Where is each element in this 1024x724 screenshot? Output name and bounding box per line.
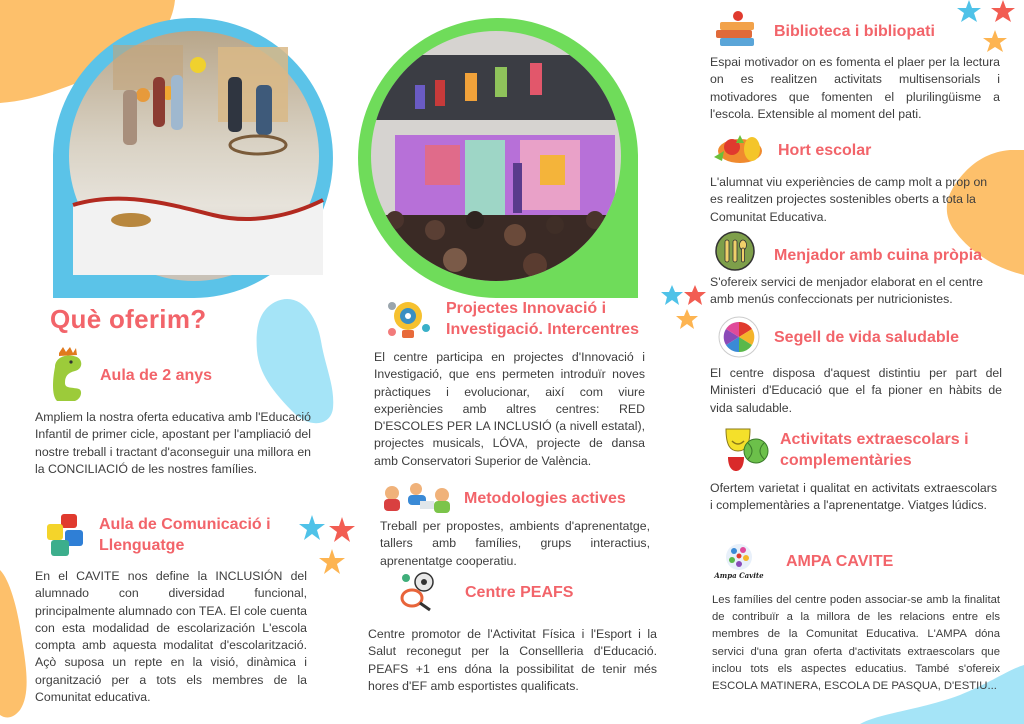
section-body: Espai motivador on es fomenta el plaer per la lectura on es realitzen activitats multisensorials i motivadores que fomenten el plurilingüisme a l'escola. Extensible al moment del pati. bbox=[710, 55, 1000, 121]
section-title: Centre PEAFS bbox=[465, 583, 574, 601]
ampa-logo-icon bbox=[725, 543, 753, 571]
section-hort-escolar bbox=[710, 130, 1000, 226]
section-body: Ofertem varietat i qualitat en activitats extraescolars i complementàries a l'aprenentatge. Viatges lúdics. bbox=[710, 481, 997, 513]
puzzle-icon bbox=[45, 512, 89, 558]
dinosaur-icon bbox=[45, 347, 89, 403]
section-body: Ampliem la nostra oferta educativa amb l'Educació Infantil de primer cicle, apostant per l'ampliació del nostre treball i tractant d'aconseguir una millora en la CONCILIACIÓ de les nostres famílies. bbox=[35, 410, 311, 476]
section-body: El centre disposa d'aquest distintiu per part del Ministeri d'Educació que el fa pioner en hàbits de vida saludable. bbox=[710, 366, 1002, 415]
ampa-logo bbox=[712, 543, 766, 580]
theatre-masks-ball-icon bbox=[724, 425, 774, 475]
section-menjador bbox=[710, 230, 1002, 309]
section-body: Les famílies del centre poden associar-se amb la finalitat de contribuïr a la millora de les relacions entre els membres de la Comunitat Educativa. L'AMPA dóna servici d'una gran oferta d'activitats extraescolars que inclou tots els aspectes educatius. També s'ofereix ESCOLA MATINERA, ESCOLA DE PASQUA, D'ESTIU... bbox=[712, 594, 1000, 693]
section-title: Segell de vida saludable bbox=[774, 328, 959, 346]
section-activitats-extraescolars bbox=[710, 424, 997, 515]
section-title: Activitats extraescolars i complementàries bbox=[780, 431, 969, 469]
section-projectes-innovacio bbox=[374, 293, 645, 470]
vegetables-icon bbox=[710, 131, 766, 169]
stars-middle-left bbox=[298, 515, 360, 581]
section-body: Treball per propostes, ambients d'aprenentatge, tallers amb famílies, grups interactius, aprenentatge cooperatiu. bbox=[380, 519, 650, 568]
section-segell-vida-saludable bbox=[710, 315, 1002, 417]
photo-frame-green bbox=[355, 15, 638, 298]
page-title: Què oferim? bbox=[50, 304, 207, 334]
section-body: Centre promotor de l'Activitat Física i l'Esport i la Salut reconegut per la Consellleria d'Educació. PEAFS +1 ens dóna la possibilitat de tenir més hores d'EF amb esportistes qualificats. bbox=[368, 627, 657, 693]
section-body: L'alumnat viu experiències de camp molt a prop on es realitzen projectes sostenibles oberts a tota la Comunitat Educativa. bbox=[710, 175, 988, 224]
healthy-life-seal-icon bbox=[718, 316, 760, 358]
section-ampa-cavite bbox=[712, 538, 1000, 695]
section-title: Hort escolar bbox=[778, 141, 872, 159]
section-aula-comunicacio bbox=[35, 510, 307, 706]
section-body: El centre participa en projectes d'Innovació i Investigació, que ens permeten introduïr noves pràctiques i evolucionar, així com viure experiències amb altres centres: RED D'ESCOLES PER LA INCLUSIÓ (a nivell estatal), projectes musicals, LÓVA, projecte de dansa amb Conservatori Superior de València. bbox=[374, 350, 645, 468]
section-title: Aula de 2 anys bbox=[100, 366, 213, 384]
section-centre-peafs bbox=[368, 572, 657, 695]
section-title: Metodologies actives bbox=[464, 489, 626, 507]
section-title: Biblioteca i bibliopati bbox=[774, 22, 935, 40]
children-learning-icon bbox=[380, 481, 454, 515]
section-body: S'ofereix servici de menjador elaborat en el centre amb menús confeccionats per nutricionistes. bbox=[710, 275, 984, 307]
stars-middle-right bbox=[660, 285, 710, 335]
photo-classroom-children bbox=[69, 31, 323, 281]
section-metodologies-actives bbox=[380, 480, 650, 570]
stars-top-right bbox=[955, 0, 1024, 58]
section-title: AMPA CAVITE bbox=[786, 552, 894, 570]
photo-frame-blue bbox=[53, 15, 336, 298]
ampa-logo-caption: Ampa Cavite bbox=[714, 570, 764, 580]
cutlery-plate-icon bbox=[714, 230, 756, 272]
sports-racket-ball-icon bbox=[398, 572, 438, 612]
section-body: En el CAVITE nos define la INCLUSIÓN del alumnado con diversidad funcional, principalmente alumnado con TEA. El cole cuenta con esta modalidad de escolarización L'escola compta amb aquesta modalitat d'escolarització. Açò suposa un repte en la visió, dinàmica i organització per a tots els membres de la Comunitat educativa. bbox=[35, 569, 307, 705]
section-aula-2-anys bbox=[35, 346, 311, 478]
section-title: Aula de Comunicació i Llenguatge bbox=[99, 516, 271, 554]
section-title: Menjador amb cuina pròpia bbox=[774, 246, 983, 264]
lightbulb-innovation-icon bbox=[384, 294, 434, 344]
orange-blob-bottom-left bbox=[0, 570, 32, 720]
section-title: Projectes Innovació i Investigació. Intercentres bbox=[446, 300, 639, 338]
books-apple-icon bbox=[714, 10, 758, 52]
